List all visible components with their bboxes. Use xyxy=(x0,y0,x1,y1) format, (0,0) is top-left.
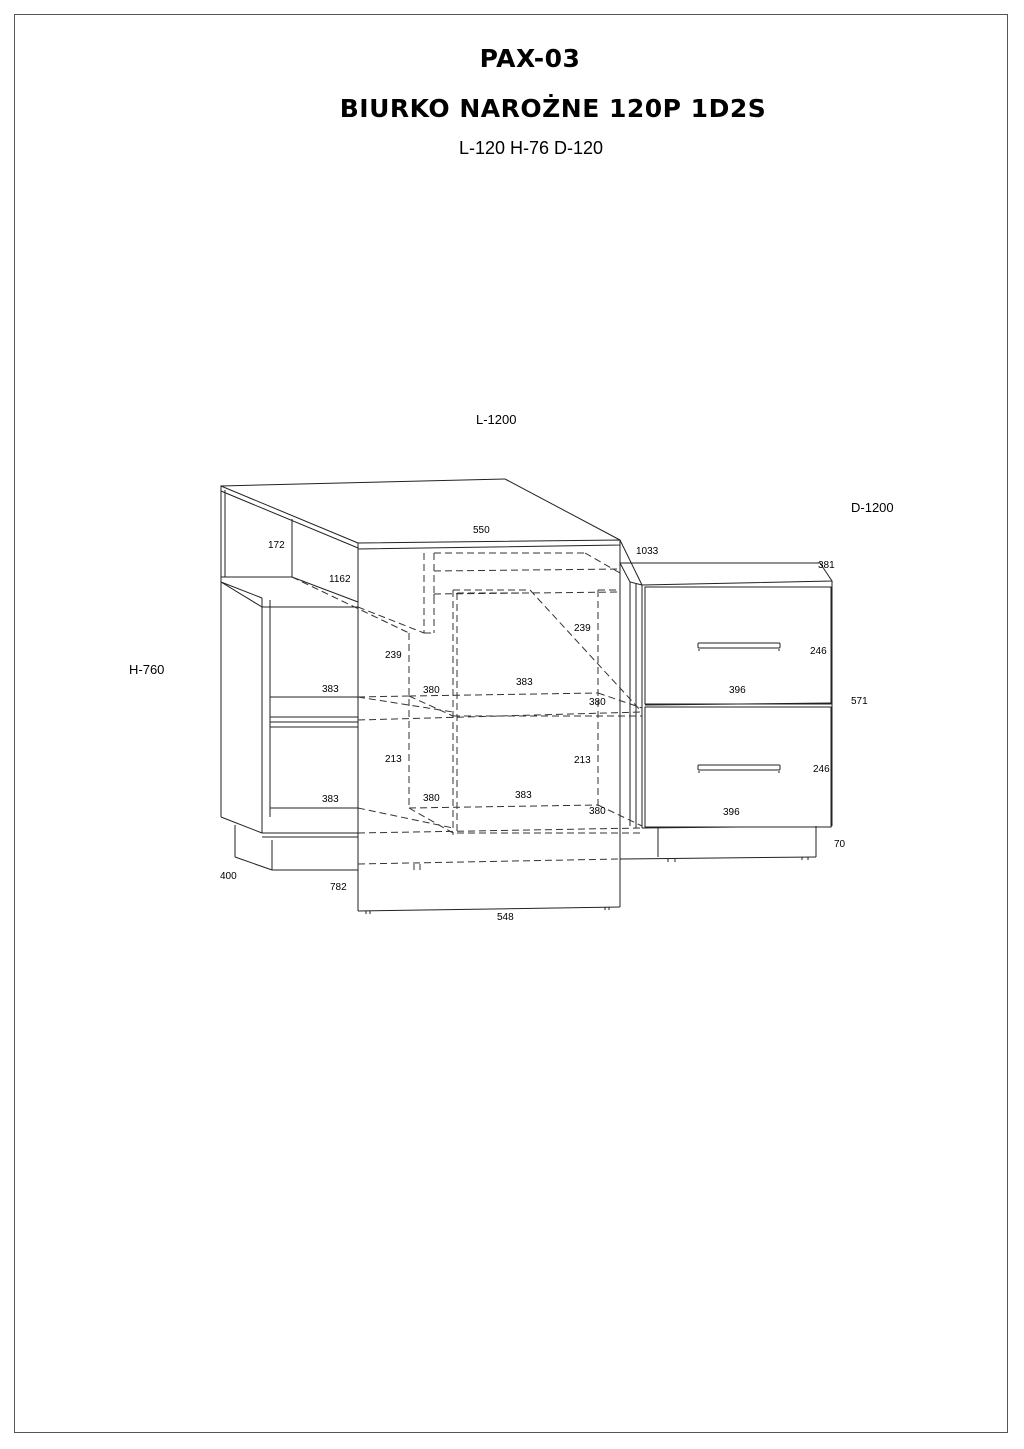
front-panel xyxy=(358,540,620,914)
dim-label: 571 xyxy=(851,696,868,707)
dim-label: 396 xyxy=(723,807,740,818)
dim-label: 782 xyxy=(330,882,347,893)
dim-label: 1162 xyxy=(329,574,351,585)
dim-label: 380 xyxy=(423,793,440,804)
dim-label: 383 xyxy=(322,794,339,805)
dim-label: 213 xyxy=(574,755,591,766)
dim-label: 246 xyxy=(813,764,830,775)
dim-label: 172 xyxy=(268,540,285,551)
dim-label: 383 xyxy=(322,684,339,695)
dim-label: 400 xyxy=(220,871,237,882)
dim-label: 548 xyxy=(497,912,514,923)
dim-label: 550 xyxy=(473,525,490,536)
product-code: PAX-03 xyxy=(479,44,581,73)
dim-label: 383 xyxy=(516,677,533,688)
dim-label: 70 xyxy=(834,839,846,850)
dim-label: 383 xyxy=(515,790,532,801)
dim-height: H-760 xyxy=(129,662,165,677)
dim-label: 380 xyxy=(589,806,606,817)
dim-label: 396 xyxy=(729,685,746,696)
product-name: BIURKO NAROŻNE 120P 1D2S xyxy=(339,94,767,123)
product-dimensions: L-120 H-76 D-120 xyxy=(458,138,604,158)
dim-length: L-1200 xyxy=(476,412,517,427)
dim-label: 213 xyxy=(385,754,402,765)
dim-depth: D-1200 xyxy=(851,500,894,515)
dim-label: 239 xyxy=(574,623,591,634)
dim-label: 1033 xyxy=(636,546,659,557)
dim-label: 381 xyxy=(818,560,835,571)
dim-label: 239 xyxy=(385,650,402,661)
dim-label: 380 xyxy=(423,685,440,696)
left-side-unit xyxy=(221,479,620,870)
dim-label: 246 xyxy=(810,646,827,657)
dim-label: 380 xyxy=(589,697,606,708)
